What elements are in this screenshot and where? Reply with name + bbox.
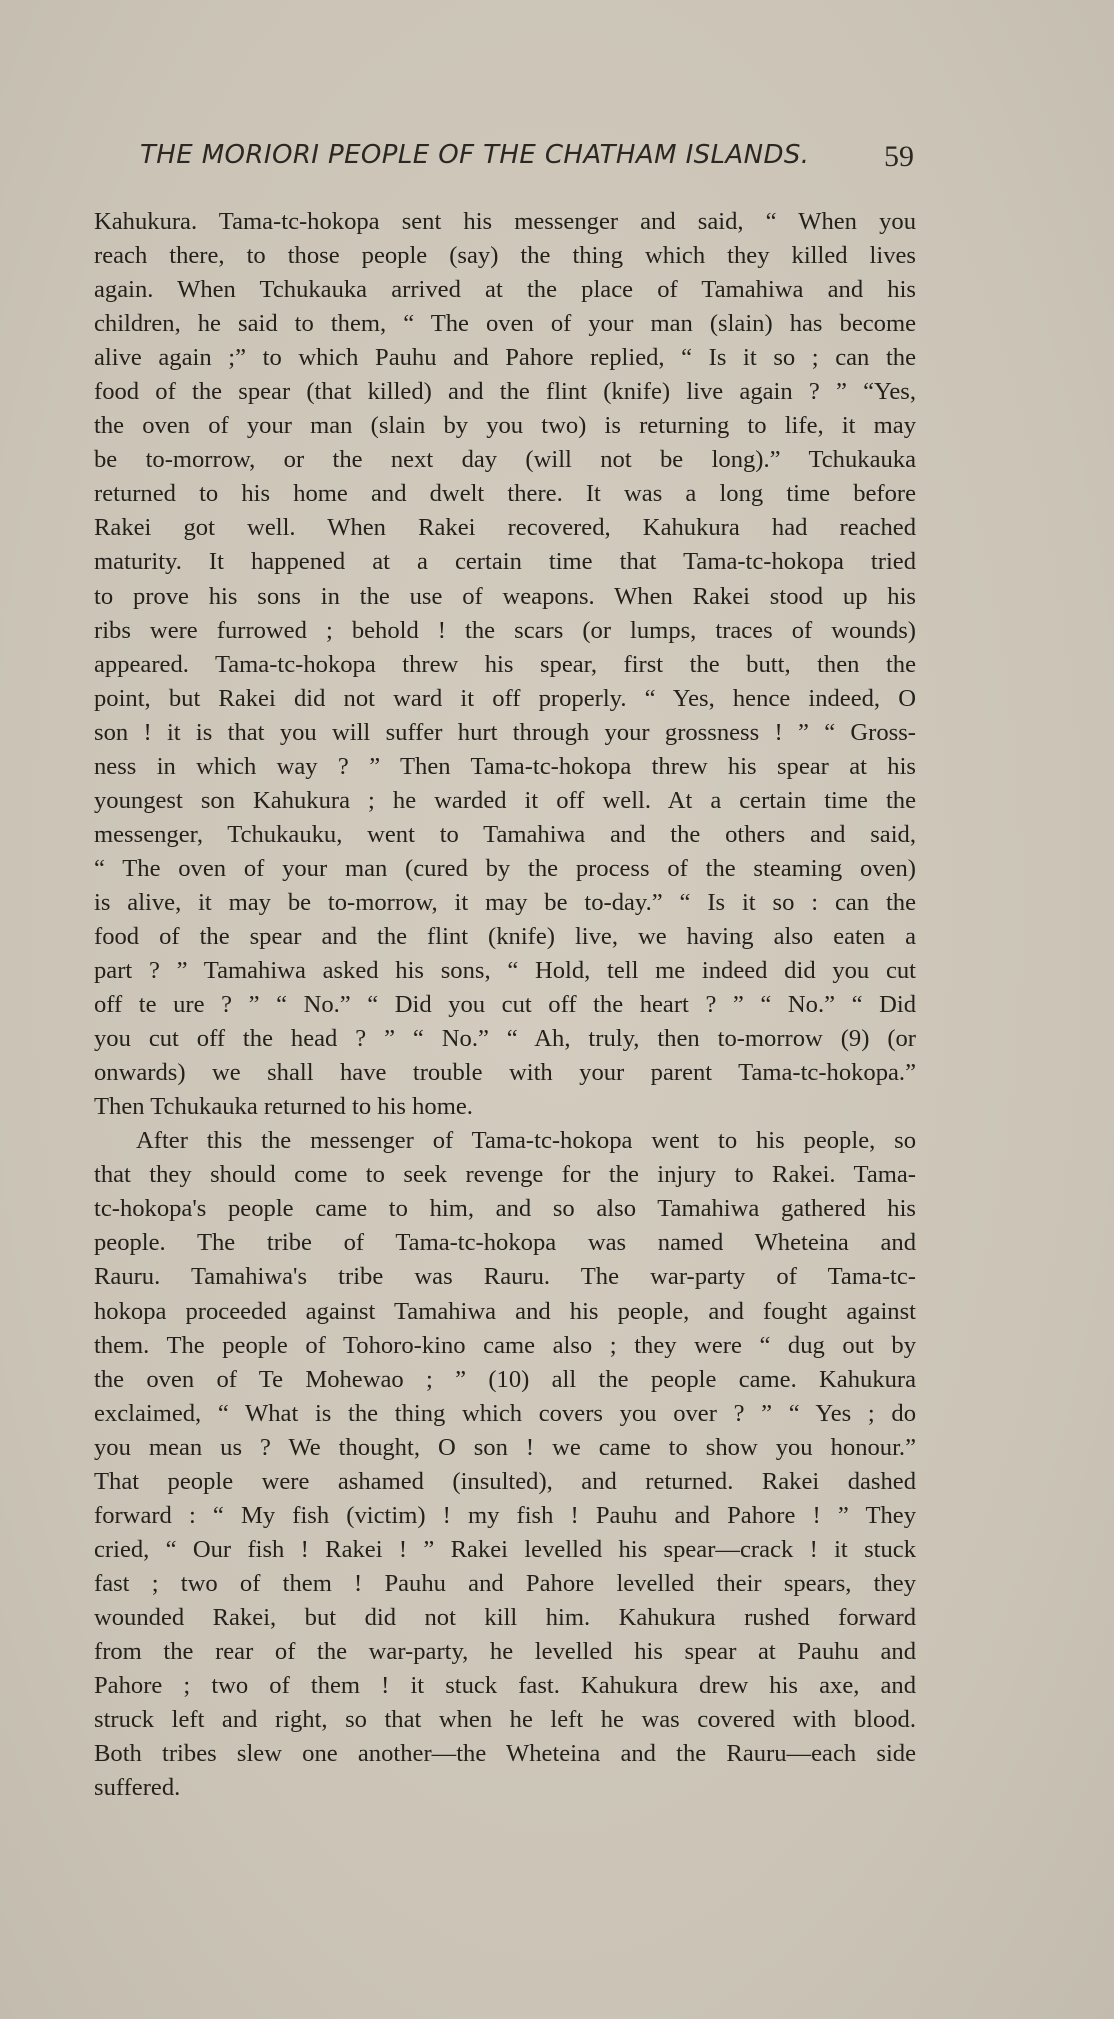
text-line: maturity. It happened at a certain time that Tama-tc-hokopa tried xyxy=(94,548,916,576)
text-line: that they should come to seek revenge for the injury to Rakei. Tama- xyxy=(94,1161,916,1189)
text-line: That people were ashamed (insulted), and returned. Rakei dashed xyxy=(94,1467,916,1495)
text-line: ribs were furrowed ; behold ! the scars (or lumps, traces of wounds) xyxy=(94,616,916,644)
text-line: messenger, Tchukauku, went to Tamahiwa and the others and said, xyxy=(94,820,916,848)
text-line: appeared. Tama-tc-hokopa threw his spear, first the butt, then the xyxy=(94,650,916,678)
text-line: fast ; two of them ! Pauhu and Pahore levelled their spears, they xyxy=(94,1569,916,1597)
text-line: be to-morrow, or the next day (will not be long).” Tchukauka xyxy=(94,446,916,474)
text-line: alive again ;” to which Pauhu and Pahore replied, “ Is it so ; can the xyxy=(94,344,916,372)
body-text xyxy=(94,205,916,1805)
text-line: the oven of Te Mohewao ; ” (10) all the people came. Kahukura xyxy=(94,1365,916,1393)
text-line: children, he said to them, “ The oven of your man (slain) has become xyxy=(94,310,916,338)
text-line: Then Tchukauka returned to his home. xyxy=(94,1093,473,1121)
text-line: youngest son Kahukura ; he warded it off well. At a certain time the xyxy=(94,786,916,814)
running-head xyxy=(140,140,926,180)
text-line: Kahukura. Tama-tc-hokopa sent his messenger and said, “ When you xyxy=(94,208,916,235)
text-line: Rauru. Tamahiwa's tribe was Rauru. The war-party of Tama-tc- xyxy=(94,1263,916,1291)
text-line: Rakei got well. When Rakei recovered, Kahukura had reached xyxy=(94,514,916,542)
running-title: THE MORIORI PEOPLE OF THE CHATHAM ISLANDS. xyxy=(140,140,810,170)
text-line: After this the messenger of Tama-tc-hokopa went to his people, so xyxy=(136,1127,916,1155)
text-line: “ The oven of your man (cured by the process of the steaming oven) xyxy=(94,854,916,882)
text-line: them. The people of Tohoro-kino came also ; they were “ dug out by xyxy=(94,1331,916,1359)
text-line: the oven of your man (slain by you two) is returning to life, it may xyxy=(94,412,916,440)
text-line: Pahore ; two of them ! it stuck fast. Kahukura drew his axe, and xyxy=(94,1672,916,1700)
text-line: part ? ” Tamahiwa asked his sons, “ Hold, tell me indeed did you cut xyxy=(94,957,916,985)
text-line: ness in which way ? ” Then Tama-tc-hokopa threw his spear at his xyxy=(94,752,916,780)
text-line: exclaimed, “ What is the thing which covers you over ? ” “ Yes ; do xyxy=(94,1399,916,1427)
text-line: tc-hokopa's people came to him, and so also Tamahiwa gathered his xyxy=(94,1195,916,1223)
text-line: food of the spear and the flint (knife) live, we having also eaten a xyxy=(94,922,916,950)
text-line: is alive, it may be to-morrow, it may be to-day.” “ Is it so : can the xyxy=(94,888,916,916)
page-number: 59 xyxy=(884,140,914,173)
text-line: from the rear of the war-party, he levelled his spear at Pauhu and xyxy=(94,1637,916,1665)
text-line: struck left and right, so that when he left he was covered with blood. xyxy=(94,1706,916,1734)
text-line: you mean us ? We thought, O son ! we came to show you honour.” xyxy=(94,1433,916,1461)
text-line: forward : “ My fish (victim) ! my fish ! Pauhu and Pahore ! ” They xyxy=(94,1501,916,1529)
text-line: Both tribes slew one another—the Wheteina and the Rauru—each side xyxy=(94,1740,916,1768)
text-line: hokopa proceeded against Tamahiwa and his people, and fought against xyxy=(94,1297,916,1325)
text-line: to prove his sons in the use of weapons. When Rakei stood up his xyxy=(94,582,916,610)
text-line: returned to his home and dwelt there. It was a long time before xyxy=(94,480,916,508)
text-line: onwards) we shall have trouble with your parent Tama-tc-hokopa.” xyxy=(94,1059,916,1087)
text-line: again. When Tchukauka arrived at the place of Tamahiwa and his xyxy=(94,276,916,304)
text-line: food of the spear (that killed) and the flint (knife) live again ? ” “Yes, xyxy=(94,378,916,406)
text-line: people. The tribe of Tama-tc-hokopa was named Wheteina and xyxy=(94,1229,916,1257)
text-line: son ! it is that you will suffer hurt through your grossness ! ” “ Gross- xyxy=(94,718,916,746)
text-line: off te ure ? ” “ No.” “ Did you cut off the heart ? ” “ No.” “ Did xyxy=(94,991,916,1019)
text-line: you cut off the head ? ” “ No.” “ Ah, truly, then to-morrow (9) (or xyxy=(94,1025,916,1053)
text-line: cried, “ Our fish ! Rakei ! ” Rakei levelled his spear—crack ! it stuck xyxy=(94,1535,916,1563)
text-line: wounded Rakei, but did not kill him. Kahukura rushed forward xyxy=(94,1603,916,1631)
text-line: suffered. xyxy=(94,1774,181,1802)
text-line: point, but Rakei did not ward it off properly. “ Yes, hence indeed, O xyxy=(94,684,916,712)
text-line: reach there, to those people (say) the thing which they killed lives xyxy=(94,242,916,270)
